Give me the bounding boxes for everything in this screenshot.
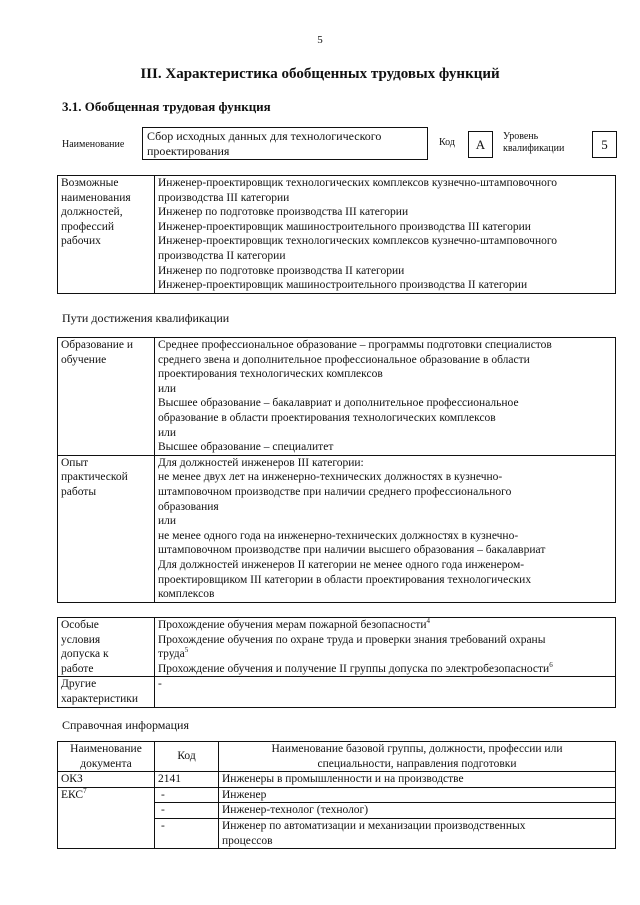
header-line: Наименование bbox=[70, 743, 142, 755]
level-label-line: Уровень bbox=[503, 131, 539, 142]
label-line: Возможные bbox=[61, 177, 119, 189]
label-line: работы bbox=[61, 485, 97, 498]
special-label-cell bbox=[58, 618, 155, 677]
special-line bbox=[158, 662, 612, 677]
education-line: среднего звена и дополнительное профессиональное образование в области bbox=[158, 353, 530, 366]
education-line: образование в области проектирования технологических комплексов bbox=[158, 411, 496, 424]
positions-value-cell bbox=[155, 176, 616, 294]
positions-table bbox=[57, 175, 616, 294]
header-line: документа bbox=[80, 757, 132, 770]
level-value-box: 5 bbox=[592, 131, 617, 158]
section-title: III. Характеристика обобщенных трудовых функций bbox=[140, 66, 500, 82]
ref-code-cell: - bbox=[155, 803, 219, 819]
table-row bbox=[58, 772, 616, 788]
other-value-cell: - bbox=[155, 677, 616, 707]
ref-name-line: Инженер по автоматизации и механизации производственных bbox=[222, 819, 526, 832]
education-value-cell bbox=[155, 338, 616, 456]
conditions-table bbox=[57, 617, 616, 708]
position-line: Инженер-проектировщик технологических комплексов кузнечно-штамповочного bbox=[158, 235, 558, 248]
subsection-title: 3.1. Обобщенная трудовая функция bbox=[62, 99, 271, 114]
other-label-cell bbox=[58, 677, 155, 707]
education-line: проектирования технологических комплексов bbox=[158, 368, 383, 381]
ref-doc-cell: ОКЗ bbox=[58, 772, 155, 788]
experience-line: или bbox=[158, 515, 177, 528]
ref-doc-text: ЕКС bbox=[61, 788, 84, 801]
special-line bbox=[158, 618, 612, 633]
label-line: допуска к bbox=[61, 648, 109, 661]
education-label-cell bbox=[58, 338, 155, 456]
reference-table bbox=[57, 741, 616, 849]
label-line: должностей, bbox=[61, 206, 123, 219]
ref-name-cell: Инженер bbox=[219, 787, 616, 803]
table-row bbox=[58, 618, 616, 677]
label-line: условия bbox=[61, 633, 101, 646]
ref-code-cell: 2141 bbox=[155, 772, 219, 788]
education-line: Высшее образование – специалитет bbox=[158, 441, 334, 454]
label-line: Особые bbox=[61, 619, 99, 631]
ref-code-cell: - bbox=[155, 818, 219, 848]
qualification-table bbox=[57, 337, 616, 603]
special-line: Прохождение обучения по охране труда и проверки знания требований охраны bbox=[158, 633, 546, 646]
paths-title: Пути достижения квалификации bbox=[62, 311, 230, 325]
position-line: Инженер по подготовке производства III категории bbox=[158, 206, 409, 219]
table-row bbox=[58, 677, 616, 707]
footnote-ref: 7 bbox=[83, 786, 87, 795]
ref-header-doc bbox=[58, 742, 155, 772]
education-line: Среднее профессиональное образование – программы подготовки специалистов bbox=[158, 339, 552, 351]
name-label: Наименование bbox=[62, 139, 125, 150]
special-text: труда bbox=[158, 648, 185, 661]
label-line: рабочих bbox=[61, 235, 101, 248]
experience-line: Для должностей инженеров II категории не менее одного года инженером- bbox=[158, 558, 525, 571]
reference-title: Справочная информация bbox=[62, 718, 189, 732]
position-line: Инженер по подготовке производства II категории bbox=[158, 264, 405, 277]
code-label: Код bbox=[439, 137, 455, 148]
ref-code-cell: - bbox=[155, 787, 219, 803]
position-line: производства II категории bbox=[158, 249, 286, 262]
special-line bbox=[158, 647, 612, 662]
code-value-box: А bbox=[468, 131, 493, 158]
ref-name-cell: Инженеры в промышленности и на производстве bbox=[219, 772, 616, 788]
position-line: Инженер-проектировщик машиностроительного производства II категории bbox=[158, 279, 528, 292]
name-value-line: проектирования bbox=[147, 143, 230, 158]
table-row bbox=[58, 742, 616, 772]
table-row bbox=[58, 455, 616, 602]
ref-doc-cell bbox=[58, 787, 155, 848]
label-line: характеристики bbox=[61, 692, 139, 705]
experience-line: образования bbox=[158, 500, 219, 513]
label-line: Образование и bbox=[61, 339, 134, 351]
position-line: Инженер-проектировщик технологических комплексов кузнечно-штамповочного bbox=[158, 177, 558, 189]
table-row bbox=[58, 176, 616, 294]
label-line: практической bbox=[61, 471, 128, 484]
label-line: профессий bbox=[61, 220, 115, 233]
education-line: или bbox=[158, 426, 177, 439]
footnote-ref: 6 bbox=[549, 660, 553, 669]
name-value-box bbox=[142, 127, 428, 160]
ref-name-cell bbox=[219, 818, 616, 848]
footnote-ref: 5 bbox=[184, 646, 189, 655]
experience-value-cell bbox=[155, 455, 616, 602]
experience-line: не менее двух лет на инженерно-технических должностях в кузнечно- bbox=[158, 471, 503, 484]
label-line: обучение bbox=[61, 353, 107, 366]
level-label bbox=[503, 131, 564, 155]
level-label-line: квалификации bbox=[503, 143, 565, 154]
experience-label-cell bbox=[58, 455, 155, 602]
header-line: Наименование базовой группы, должности, профессии или bbox=[271, 743, 563, 755]
footnote-ref: 4 bbox=[426, 617, 431, 626]
ref-name-cell: Инженер-технолог (технолог) bbox=[219, 803, 616, 819]
experience-line: комплексов bbox=[158, 588, 215, 601]
label-line: работе bbox=[61, 662, 94, 675]
special-text: Прохождение обучения и получение II группы допуска по электробезопасности bbox=[158, 662, 550, 675]
education-line: или bbox=[158, 382, 177, 395]
label-line: Другие bbox=[61, 678, 97, 691]
ref-header-code: Код bbox=[155, 742, 219, 772]
experience-line: не менее одного года на инженерно-технических должностях в кузнечно- bbox=[158, 529, 519, 542]
position-line: производства III категории bbox=[158, 191, 290, 204]
page-number: 5 bbox=[317, 34, 323, 46]
ref-header-name bbox=[219, 742, 616, 772]
experience-line: проектировщиком III категории в области проектирования технологических bbox=[158, 573, 532, 586]
name-value-line: Сбор исходных данных для технологического bbox=[147, 129, 382, 143]
positions-label-cell bbox=[58, 176, 155, 294]
ref-name-line: процессов bbox=[222, 834, 273, 847]
label-line: наименования bbox=[61, 191, 131, 204]
experience-line: Для должностей инженеров III категории: bbox=[158, 456, 364, 469]
position-line: Инженер-проектировщик машиностроительного производства III категории bbox=[158, 220, 531, 233]
header-line: специальности, направления подготовки bbox=[317, 757, 517, 770]
experience-line: штамповочном производстве при наличии высшего образования – бакалавриат bbox=[158, 544, 546, 557]
education-line: Высшее образование – бакалавриат и дополнительное профессиональное bbox=[158, 397, 519, 410]
label-line: Опыт bbox=[61, 456, 89, 469]
special-value-cell bbox=[155, 618, 616, 677]
table-row bbox=[58, 787, 616, 803]
special-text: Прохождение обучения мерам пожарной безопасности bbox=[158, 619, 427, 631]
table-row bbox=[58, 338, 616, 456]
experience-line: штамповочном производстве при наличии среднего профессионального bbox=[158, 485, 512, 498]
